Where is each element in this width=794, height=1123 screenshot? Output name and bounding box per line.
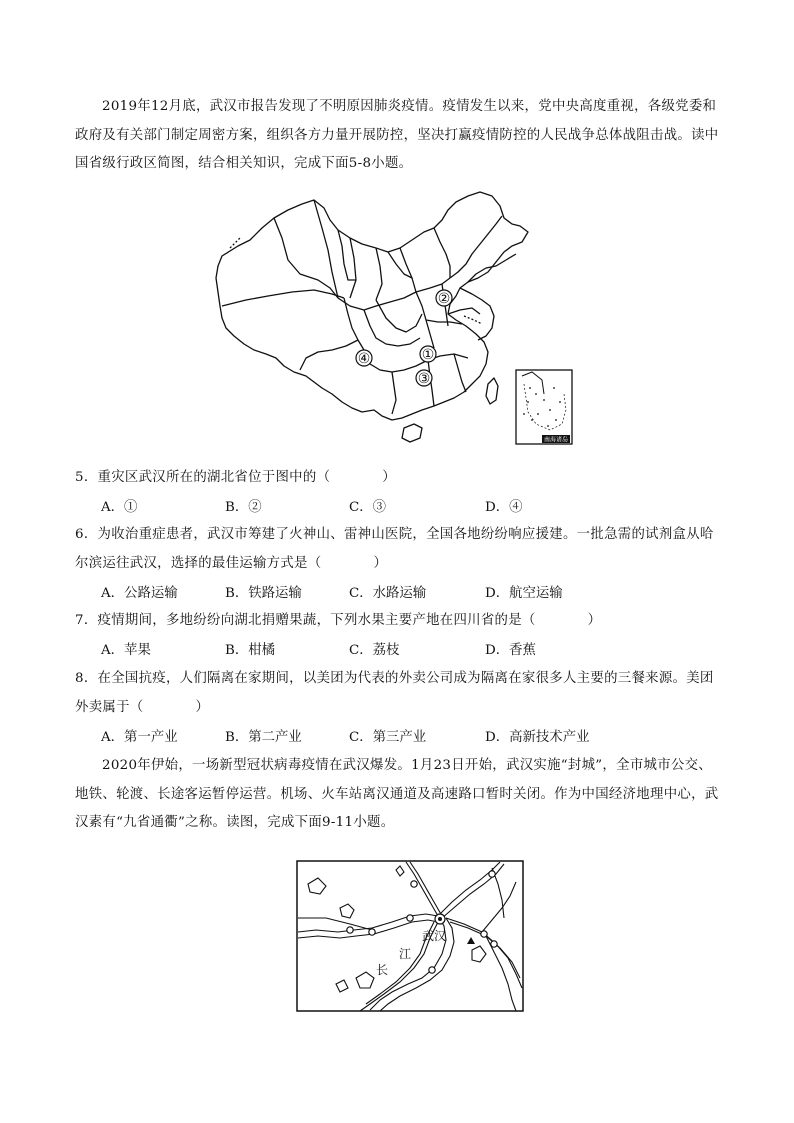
question-6-close: ）	[373, 555, 388, 571]
option-5d[interactable]: D．④	[485, 500, 523, 515]
option-6b[interactable]: B．铁路运输	[225, 586, 302, 601]
question-6-options	[101, 580, 701, 608]
question-7-close: ）	[587, 613, 602, 628]
map-frame	[297, 861, 523, 1011]
china-outline	[216, 192, 528, 420]
taiwan-outline	[486, 378, 498, 404]
inset-label: 南海诸岛	[543, 436, 569, 444]
river-label-char-1: 长	[376, 963, 389, 977]
intro-paragraph-1: 2019年12月底，武汉市报告发现了不明原因肺炎疫情。疫情发生以来，党中央高度重视，各级党委和政府及有关部门制定周密方案，组织各方力量开展防控，坚决打赢疫情防控的人民战争总体战阻击战。读中国省级行政区简图，结合相关知识，完成下面5-8小题。	[75, 99, 719, 171]
question-7	[75, 607, 725, 636]
option-8d[interactable]: D．高新技术产业	[485, 730, 590, 745]
river-label-char-2: 江	[399, 947, 412, 961]
option-7a[interactable]: A．苹果	[101, 643, 151, 658]
question-8-stem: 在全国抗疫，人们隔离在家期间，以美团为代表的外卖公司成为隔离在家很多人主要的三餐来源。美团外卖属于（	[75, 671, 714, 715]
option-6c[interactable]: C．水路运输	[349, 586, 427, 601]
wuhan-transport-map	[296, 860, 524, 1012]
option-5b[interactable]: B．②	[225, 500, 262, 515]
option-8b[interactable]: B．第二产业	[225, 730, 302, 745]
question-8-number: 8．	[75, 671, 98, 686]
option-7d[interactable]: D．香蕉	[485, 643, 536, 658]
option-5a[interactable]: A．①	[101, 500, 138, 515]
marker-4: ④	[357, 351, 371, 367]
south-china-sea-inset	[516, 370, 572, 444]
question-5	[75, 464, 725, 493]
option-6a[interactable]: A．公路运输	[101, 586, 178, 601]
question-7-stem: 疫情期间，多地纷纷向湖北捐赠果蔬，下列水果主要产地在四川省的是（	[97, 613, 536, 628]
marker-1: ①	[421, 347, 435, 363]
question-6	[75, 521, 725, 578]
question-7-options	[101, 637, 701, 665]
question-8-close: ）	[195, 699, 210, 715]
option-5c[interactable]: C．③	[349, 500, 387, 515]
question-6-stem: 为收治重症患者，武汉市筹建了火神山、雷神山医院，全国各地纷纷响应援建。一批急需的试剂盒从哈尔滨运往武汉，选择的最佳运输方式是（	[75, 527, 714, 571]
question-5-stem: 重灾区武汉所在的湖北省位于图中的（	[97, 470, 331, 485]
option-6d[interactable]: D．航空运输	[485, 586, 563, 601]
option-7c[interactable]: C．荔枝	[349, 643, 400, 658]
question-5-close: ）	[382, 470, 396, 485]
wuhan-label: 武汉	[422, 929, 447, 943]
option-7b[interactable]: B．柑橘	[225, 643, 276, 658]
marker-2: ②	[437, 291, 451, 307]
hainan-outline	[402, 424, 422, 442]
question-8	[75, 665, 725, 722]
china-province-map	[210, 188, 580, 453]
option-8a[interactable]: A．第一产业	[101, 730, 178, 745]
question-6-number: 6．	[75, 527, 98, 542]
question-5-number: 5．	[75, 470, 98, 485]
question-5-options	[101, 494, 701, 522]
marker-3: ③	[417, 371, 431, 387]
intro-paragraph-2: 2020年伊始，一场新型冠状病毒疫情在武汉爆发。1月23日开始，武汉实施“封城”，全市城市公交、地铁、轮渡、长途客运暂停运营。机场、火车站离汉通道及高速路口暂时关闭。作为中国经济地理中心，武汉素有“九省通衢”之称。读图，完成下面9-11小题。	[75, 758, 719, 830]
question-7-number: 7．	[75, 613, 98, 628]
option-8c[interactable]: C．第三产业	[349, 730, 427, 745]
question-8-options	[101, 724, 701, 752]
